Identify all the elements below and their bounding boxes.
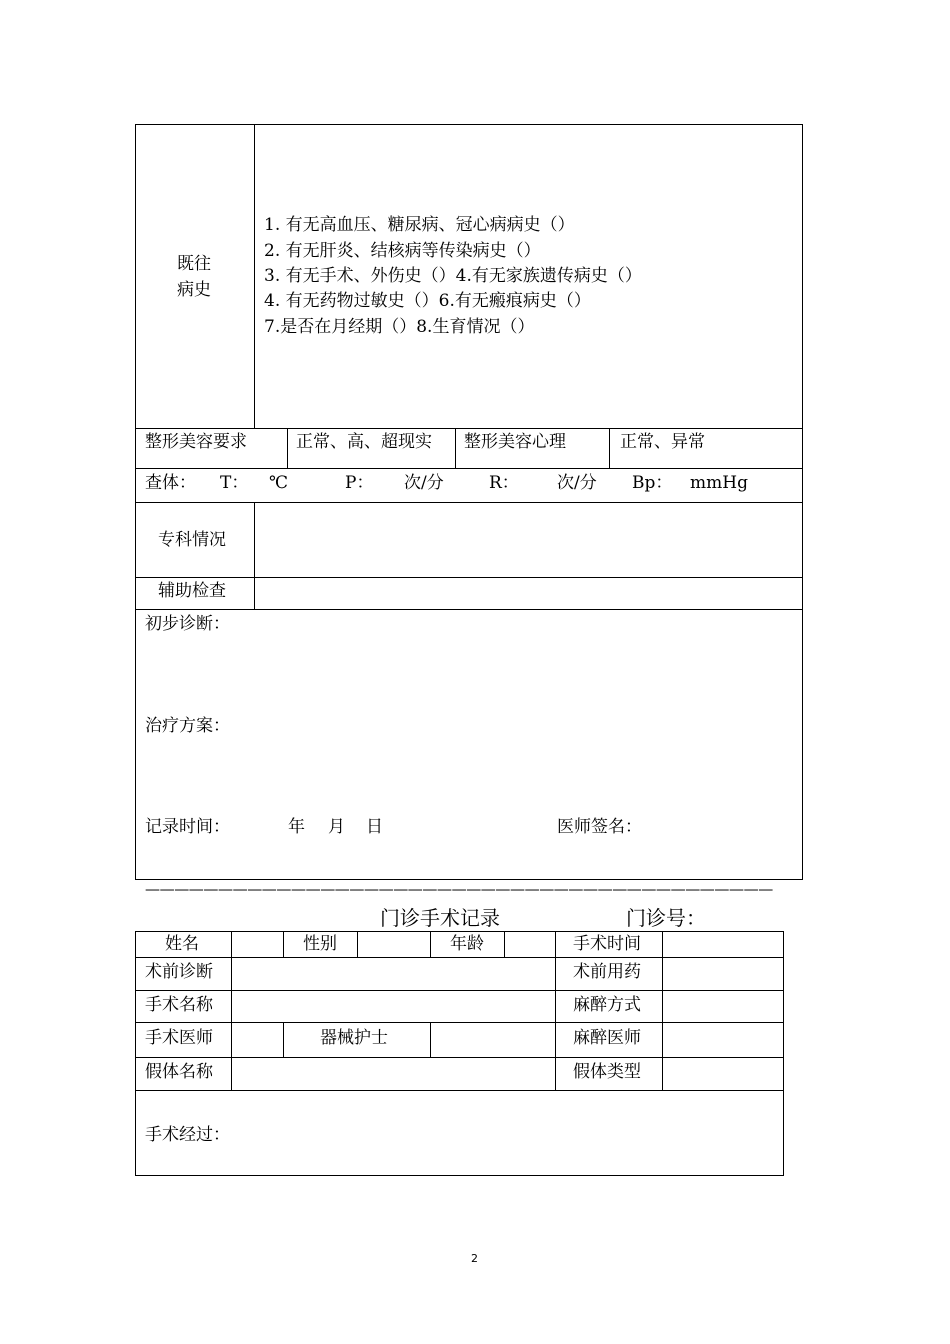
section-divider: ——————————————————————————————————————————— bbox=[145, 880, 773, 898]
exam-label: 查体： bbox=[145, 473, 196, 493]
exam-respiration-unit: 次/分 bbox=[557, 473, 597, 493]
surgery-process-label: 手术经过： bbox=[145, 1125, 230, 1145]
row-divider bbox=[135, 428, 803, 429]
auxiliary-label: 辅助检查 bbox=[158, 581, 226, 601]
specialty-label: 专科情况 bbox=[158, 530, 226, 550]
surgery-title: 门诊手术记录 bbox=[380, 906, 500, 930]
instrument-nurse-label: 器械护士 bbox=[320, 1028, 388, 1048]
surgery-time-label: 手术时间 bbox=[573, 934, 641, 954]
cell-divider bbox=[555, 931, 556, 1090]
row-divider bbox=[135, 1090, 784, 1091]
record-time-label: 记录时间： bbox=[145, 817, 230, 837]
treatment-label: 治疗方案： bbox=[145, 716, 230, 736]
history-item-2: 2. 有无肝炎、结核病等传染病史（） bbox=[264, 241, 541, 261]
cell-divider bbox=[609, 428, 610, 468]
exam-bp-label: Bp： bbox=[632, 473, 673, 493]
cosmetic-requirement-options[interactable]: 正常、高、超现实 bbox=[296, 432, 432, 452]
diagnosis-label: 初步诊断： bbox=[145, 614, 230, 634]
surgeon-label: 手术医师 bbox=[145, 1028, 213, 1048]
doctor-signature-label: 医师签名： bbox=[557, 817, 642, 837]
history-label-line1: 既往 bbox=[177, 254, 211, 274]
history-item-3: 3. 有无手术、外伤史（）4.有无家族遗传病史（） bbox=[264, 266, 642, 286]
exam-bp-unit: mmHg bbox=[690, 473, 748, 493]
row-divider bbox=[135, 468, 803, 469]
history-item-5: 7.是否在月经期（）8.生育情况（） bbox=[264, 317, 535, 337]
cell-divider bbox=[357, 931, 358, 957]
cosmetic-psychology-options[interactable]: 正常、异常 bbox=[620, 432, 705, 452]
cell-divider bbox=[455, 428, 456, 468]
anesthesiologist-label: 麻醉医师 bbox=[573, 1028, 641, 1048]
auxiliary-field[interactable] bbox=[255, 578, 802, 609]
cell-divider bbox=[430, 931, 431, 957]
surgery-record-table bbox=[135, 931, 784, 1176]
prosthesis-name-label: 假体名称 bbox=[145, 1062, 213, 1082]
cell-divider bbox=[283, 1022, 284, 1057]
name-label: 姓名 bbox=[165, 934, 199, 954]
age-label: 年龄 bbox=[450, 934, 484, 954]
cell-divider bbox=[283, 931, 284, 957]
record-year: 年 bbox=[288, 817, 305, 837]
clinic-number-label: 门诊号： bbox=[626, 906, 706, 930]
exam-temperature-unit: ℃ bbox=[269, 473, 289, 493]
preop-medication-label: 术前用药 bbox=[573, 962, 641, 982]
cell-divider bbox=[662, 931, 663, 1090]
prosthesis-type-label: 假体类型 bbox=[573, 1062, 641, 1082]
cell-divider bbox=[287, 428, 288, 468]
history-label-divider bbox=[254, 124, 255, 428]
exam-pulse-label: P： bbox=[345, 473, 374, 493]
row-divider bbox=[135, 957, 784, 958]
record-day: 日 bbox=[366, 817, 383, 837]
gender-label: 性别 bbox=[303, 934, 337, 954]
preop-diagnosis-label: 术前诊断 bbox=[145, 962, 213, 982]
history-label-line2: 病史 bbox=[177, 280, 211, 300]
specialty-field[interactable] bbox=[255, 503, 802, 577]
exam-temperature-label: T： bbox=[220, 473, 249, 493]
anesthesia-method-label: 麻醉方式 bbox=[573, 995, 641, 1015]
history-item-4: 4. 有无药物过敏史（）6.有无瘢痕病史（） bbox=[264, 291, 591, 311]
cell-divider bbox=[231, 931, 232, 1090]
cell-divider bbox=[504, 931, 505, 957]
cosmetic-requirement-label: 整形美容要求 bbox=[145, 432, 247, 452]
row-divider bbox=[135, 1057, 784, 1058]
row-divider bbox=[135, 609, 803, 610]
cosmetic-psychology-label: 整形美容心理 bbox=[464, 432, 566, 452]
exam-pulse-unit: 次/分 bbox=[404, 473, 444, 493]
page-number: 2 bbox=[471, 1252, 478, 1265]
cell-divider bbox=[430, 1022, 431, 1057]
row-divider bbox=[135, 990, 784, 991]
exam-respiration-label: R： bbox=[489, 473, 519, 493]
row-divider bbox=[135, 1022, 784, 1023]
history-item-1: 1. 有无高血压、糖尿病、冠心病病史（） bbox=[264, 215, 575, 235]
surgery-name-label: 手术名称 bbox=[145, 995, 213, 1015]
record-month: 月 bbox=[328, 817, 345, 837]
